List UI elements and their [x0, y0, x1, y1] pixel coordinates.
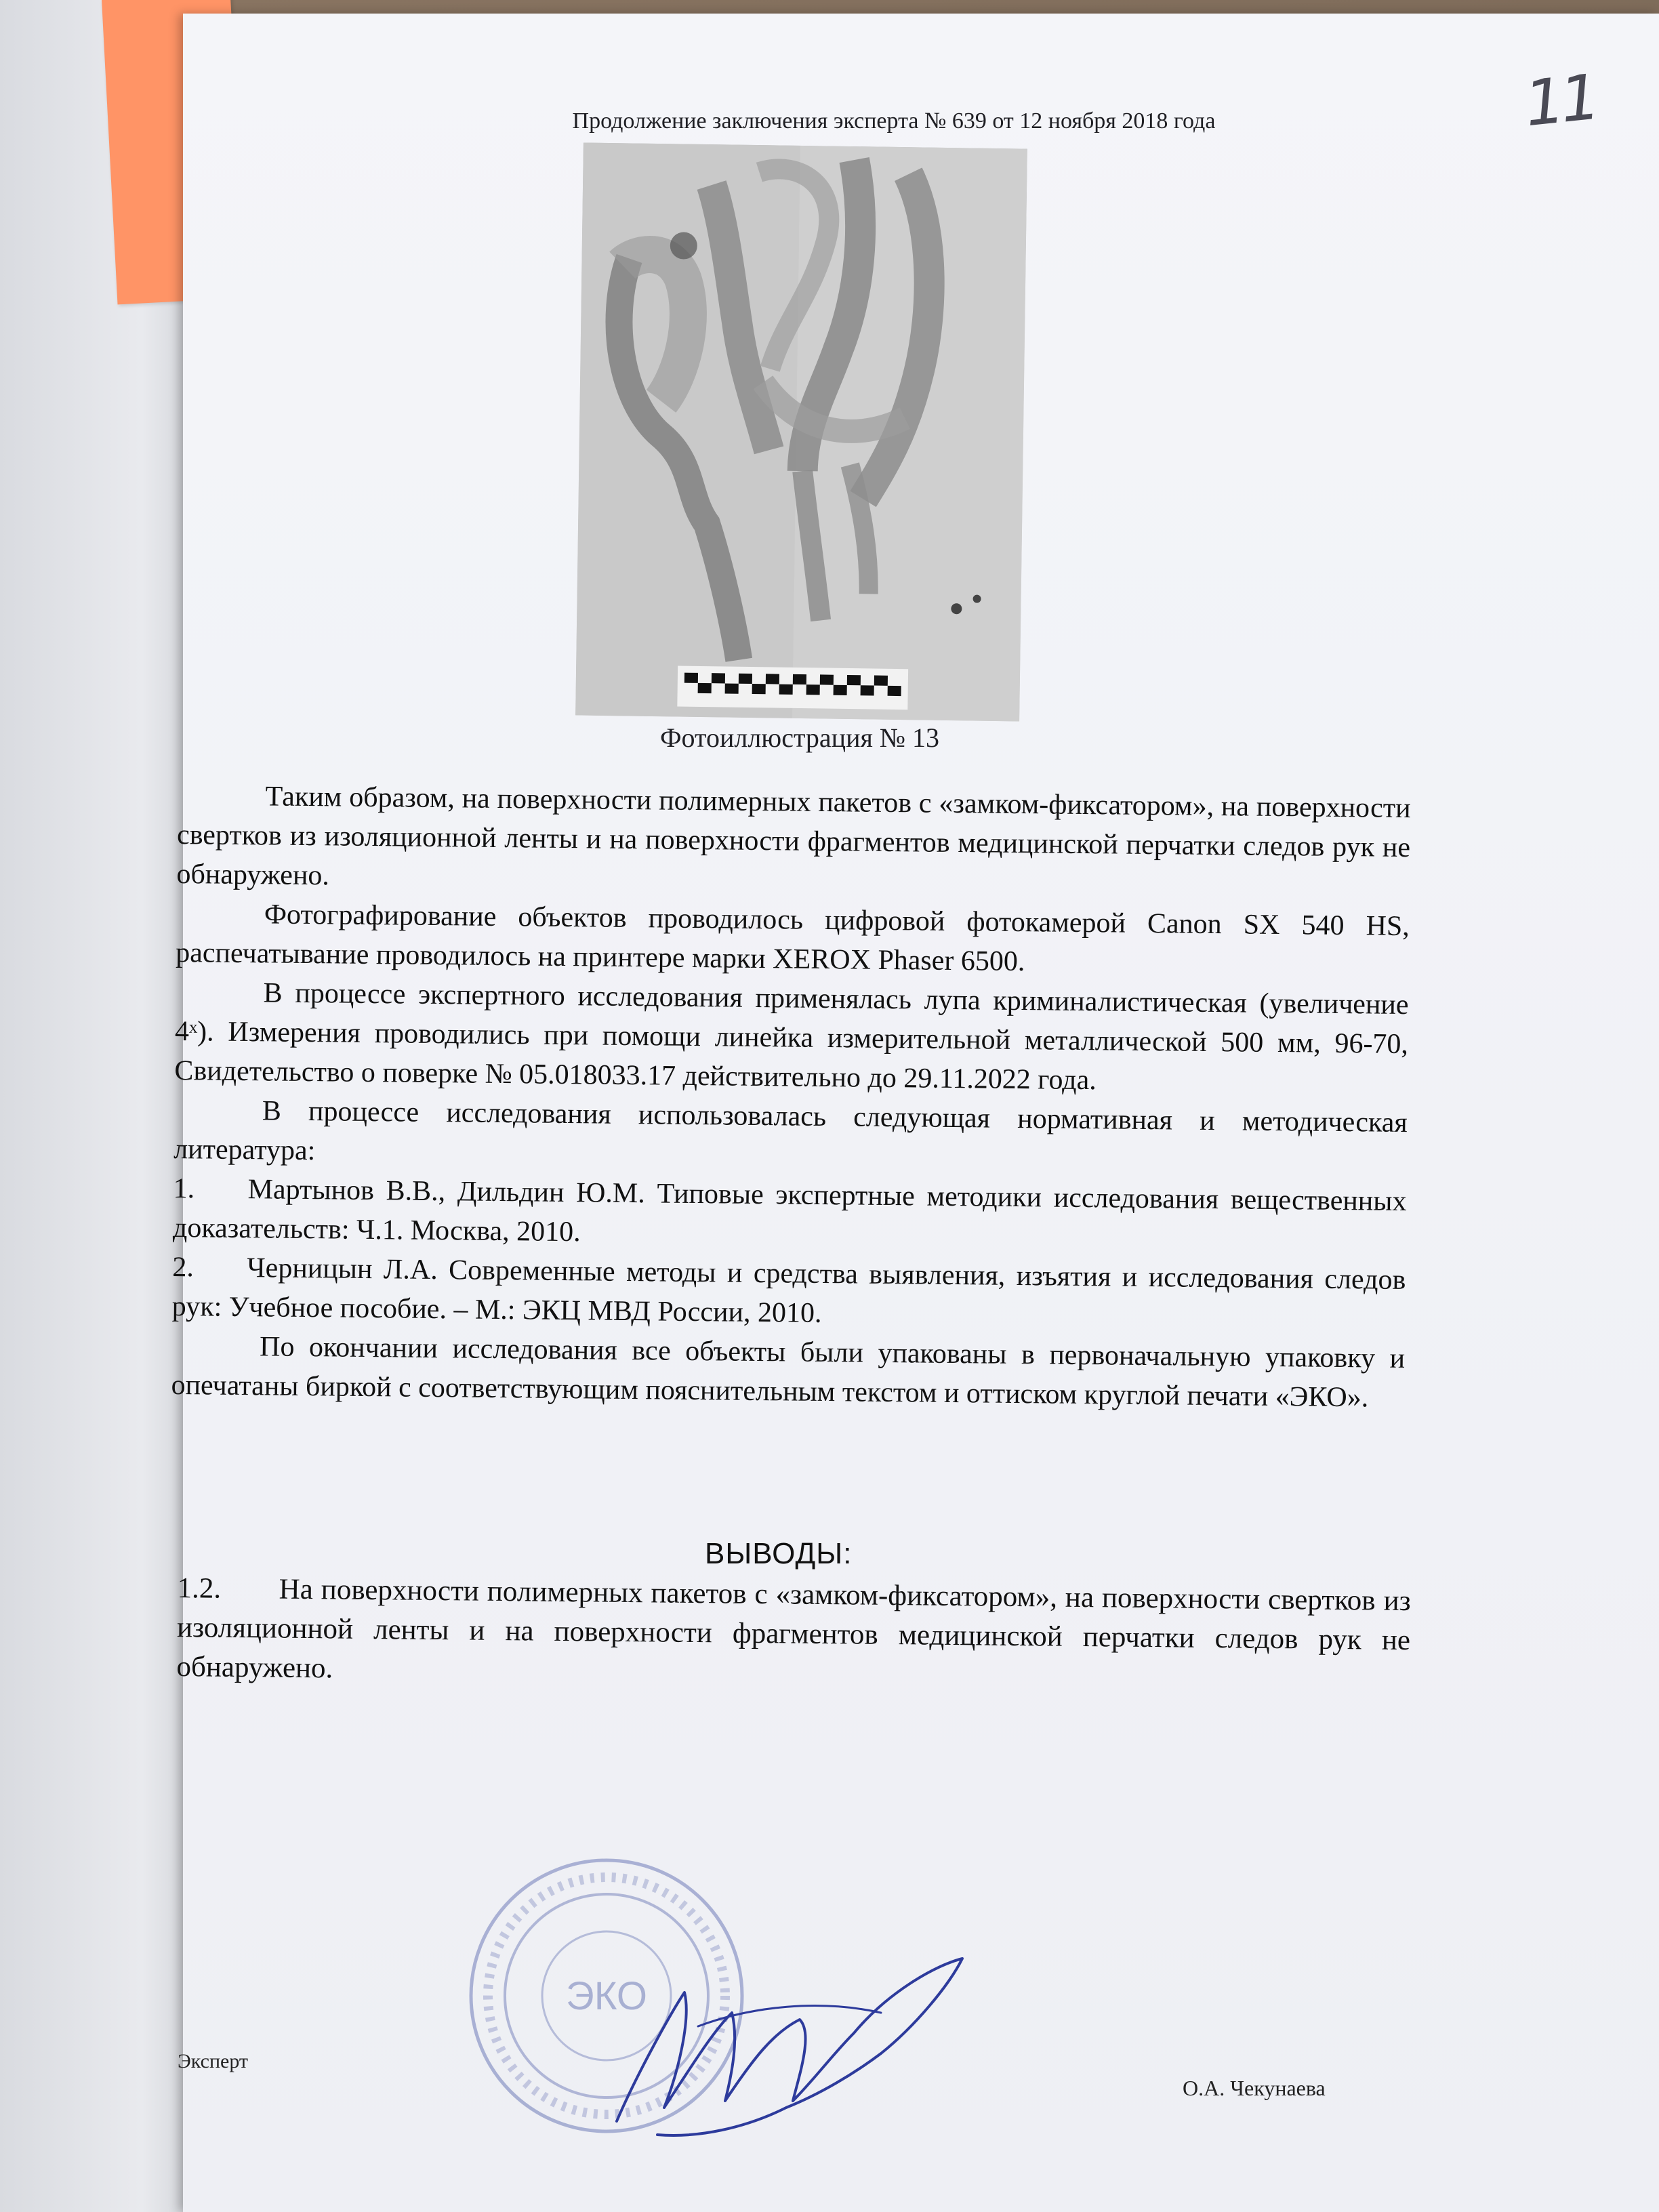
conclusion-number: 1.2.: [177, 1572, 222, 1605]
literature-item: [173, 1169, 1407, 1261]
literature-text: Черницын Л.А. Современные методы и средства выявления, изъятия и исследования следов рук: Учебное пособие. – М.: ЭКЦ МВД России, 2010.: [171, 1252, 1406, 1329]
conclusions-title: ВЫВОДЫ:: [705, 1537, 853, 1570]
previous-page-edge: [0, 0, 203, 2212]
paragraph: В процессе экспертного исследования применялась лупа криминалистическая (увеличение 4ˣ). Измерения проводились при помощи линейка измерительной металлической 500 мм, 96-70, Свидетельство о поверке № 05.018033.17 действительно до 29.11.2022 года.: [174, 977, 1409, 1097]
expert-name: О.А. Чекунаева: [1183, 2076, 1326, 2100]
paragraph: В процессе исследования использовалась следующая нормативная и методическая литература:: [173, 1095, 1408, 1167]
literature-text: Мартынов В.В., Дильдин Ю.М. Типовые экспертные методики исследования вещественных доказательств: Ч.1. Москва, 2010.: [172, 1174, 1407, 1248]
literature-item: [171, 1248, 1406, 1339]
literature-number: 1.: [173, 1172, 195, 1205]
paragraph: Таким образом, на поверхности полимерных пакетов с «замком-фиксатором», на поверхности свертков из изоляционной ленты и на поверхности фрагментов медицинской перчатки следов рук не обнаружено.: [176, 781, 1411, 892]
handwritten-signature: [596, 1952, 976, 2158]
paragraph: По окончании исследования все объекты были упакованы в первоначальную упаковку и опечатаны биркой с соответствующим пояснительным текстом и оттиском круглой печати «ЭКО».: [171, 1331, 1406, 1414]
conclusions-body: [176, 1569, 1411, 1700]
evidence-photo-drawing: [575, 142, 1027, 721]
stamp-text: ЭКО: [566, 1974, 647, 2018]
document-body: [171, 776, 1411, 1418]
page-number: 11: [1521, 60, 1600, 141]
paragraph: Фотографирование объектов проводилось цифровой фотокамерой Canon SX 540 HS, распечатывание проводилось на принтере марки XEROX Phaser 6500.: [176, 899, 1410, 978]
document-header: Продолжение заключения эксперта № 639 от 12 ноября 2018 года: [572, 108, 1216, 134]
conclusion-text: На поверхности полимерных пакетов с «замком-фиксатором», на поверхности свертков из изоляционной ленты и на поверхности фрагментов медицинской перчатки следов рук не обнаружено.: [176, 1573, 1411, 1685]
literature-number: 2.: [172, 1251, 194, 1284]
photo-caption: Фотоиллюстрация № 13: [659, 722, 940, 753]
expert-label: Эксперт: [178, 2050, 249, 2072]
evidence-photo: [575, 142, 1027, 721]
